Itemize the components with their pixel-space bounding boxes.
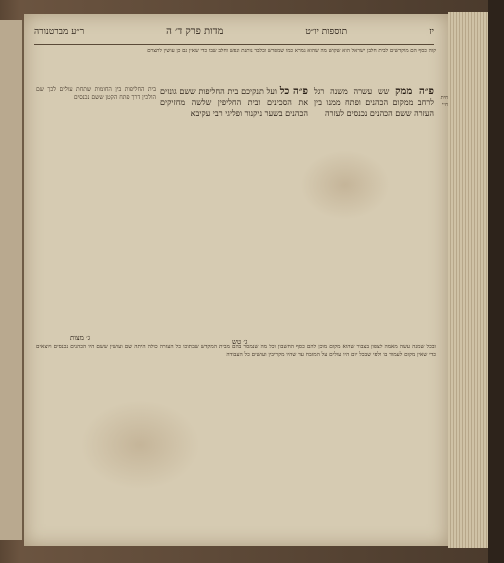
left-page-edge — [0, 20, 24, 540]
commentary-top: קוה כסף הם מוקדשים לבית חלבן ישראל הוא שקוש מה שהוא גמרא כמו שמפרש ובלבד נותנת ונפש וחלב שבו כדי שאין גם כן עושין לתצרם — [147, 48, 436, 54]
header-center-label: מדות פרק ד׳ ה — [166, 26, 224, 37]
binding-shadow — [488, 0, 504, 563]
header-left-label: ר״ע מברטנורה — [34, 27, 85, 37]
margin-note: חית ח״י — [440, 95, 448, 108]
column-right — [314, 86, 434, 340]
running-header — [34, 26, 434, 44]
column-right-label: פ״ה ממק — [395, 86, 434, 97]
column-left: בית החליפות בין החומות שתחת עולים לכך שם הולכין דרך פתח הקטן ששם נכנסים — [36, 86, 156, 101]
column-middle-text: ועל תנקיכם בית החליפות ששם גונזים את הסכינים ובית החליפין שלשה מחזיקים הכהנים בשער ניקנור ופליגי רבי עקיבא — [160, 87, 308, 118]
column-middle — [160, 86, 308, 340]
column-middle-label: פ״ה כל — [279, 86, 308, 97]
header-page-number: יז — [429, 27, 434, 37]
header-right-label: תוספות יו״ט — [305, 27, 348, 37]
column-right-text: שש עשרה משנה רגל לרחב ממקום הכהנים ופתח ממנו בין העזרה ששם הכהנים נכנסים לעזרה — [314, 87, 434, 118]
page-stack-edge — [448, 12, 488, 548]
catchword-left: ג׳ מצות — [70, 334, 91, 342]
commentary-bottom: ובכל שמנה עשה מאמה לצפון בצבור שהוא מקום מוכן להם כסף החשבון וכל מה שנמסר בהם מבית המקדש שבתוכו כל העזרה כולה היתה שם ועושין ששם היו הכהנים נכנסים ויוצאים כדי שאין מקום לעמוד בו ולפי שבכל יום היו עולים על המזבח עד שהיו מקריבין ועושים כל העבודה — [36, 344, 436, 358]
header-rule — [34, 44, 434, 45]
catchword-center: ג׳ טש — [232, 338, 248, 346]
